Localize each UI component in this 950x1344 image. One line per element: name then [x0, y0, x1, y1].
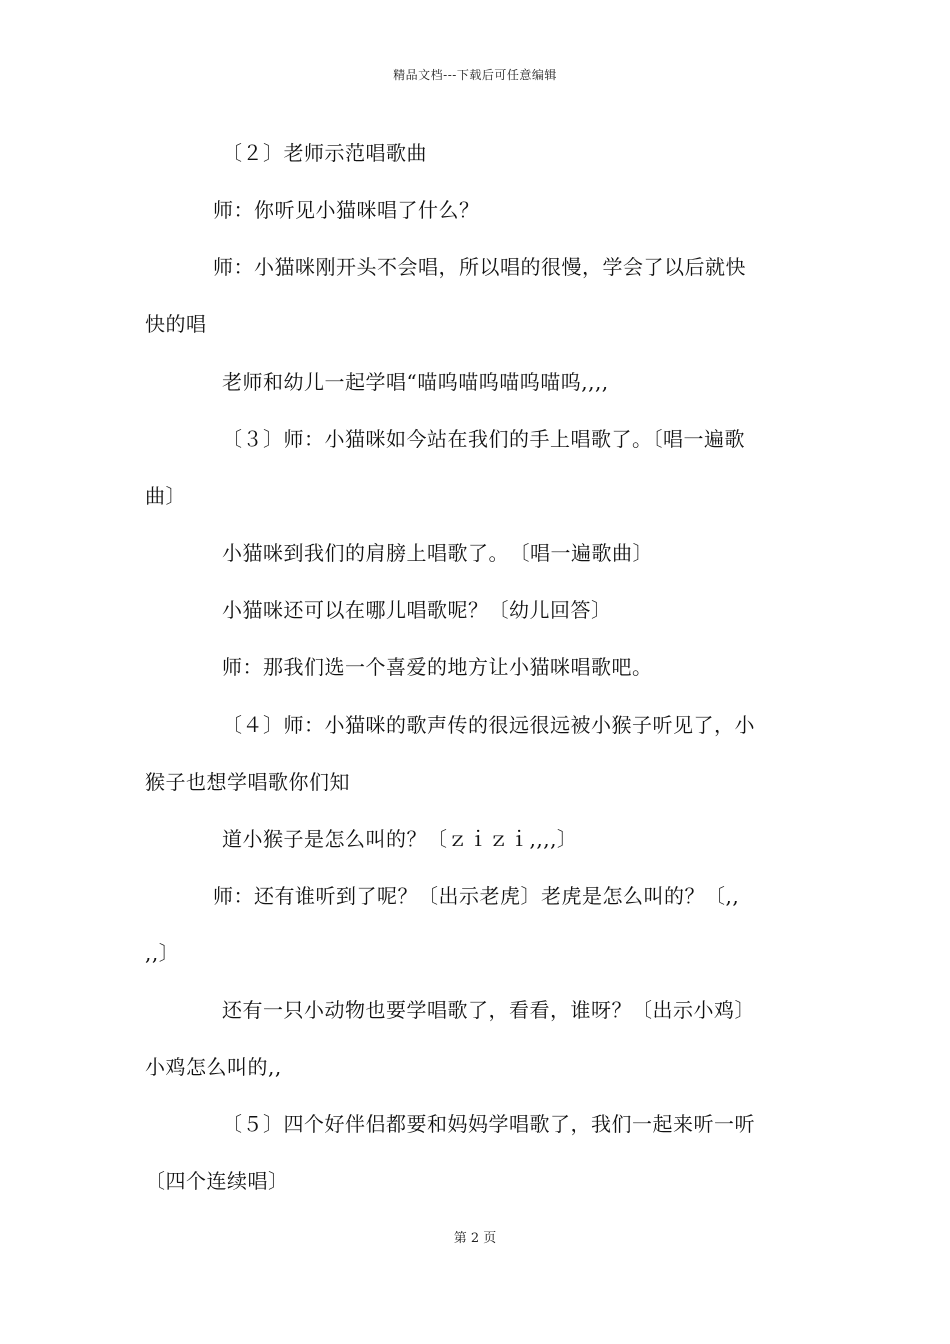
- text-line: 道小猴子是怎么叫的？〔ｚｉｚｉ,,,,〕: [222, 827, 578, 851]
- text-line: 小猫咪还可以在哪儿唱歌呢？〔幼儿回答〕: [222, 598, 612, 622]
- text-line: 小鸡怎么叫的,,: [145, 1055, 282, 1079]
- text-line: 猴子也想学唱歌你们知: [145, 770, 350, 794]
- text-line: 师：小猫咪刚开头不会唱，所以唱的很慢，学会了以后就快: [213, 255, 746, 279]
- text-line: 还有一只小动物也要学唱歌了，看看，谁呀？〔出示小鸡〕: [222, 998, 755, 1022]
- text-line: 师：那我们选一个喜爱的地方让小猫咪唱歌吧。: [222, 655, 653, 679]
- text-line: 〔４〕师：小猫咪的歌声传的很远很远被小猴子听见了，小: [222, 713, 755, 737]
- text-line: 〔５〕四个好伴侣都要和妈妈学唱歌了，我们一起来听一听: [222, 1112, 755, 1136]
- text-line: ,,〕: [145, 941, 180, 965]
- text-line: 〔四个连续唱〕: [145, 1169, 289, 1193]
- text-line: 〔２〕老师示范唱歌曲: [222, 141, 427, 165]
- page-header: 精品文档---下载后可任意编辑: [393, 68, 557, 82]
- text-line: 师：还有谁听到了呢？〔出示老虎〕老虎是怎么叫的？〔,,: [213, 884, 740, 908]
- text-line: 师：你听见小猫咪唱了什么？: [213, 198, 480, 222]
- page-number: 第 2 页: [453, 1231, 497, 1246]
- text-line: 老师和幼儿一起学唱“喵呜喵呜喵呜喵呜,,,,: [222, 370, 609, 394]
- text-line: 小猫咪到我们的肩膀上唱歌了。 〔唱一遍歌曲〕: [222, 541, 653, 565]
- text-line: 〔３〕师：小猫咪如今站在我们的手上唱歌了。〔唱一遍歌: [222, 427, 745, 451]
- text-line: 快的唱: [145, 312, 207, 336]
- text-line: 曲〕: [145, 484, 186, 508]
